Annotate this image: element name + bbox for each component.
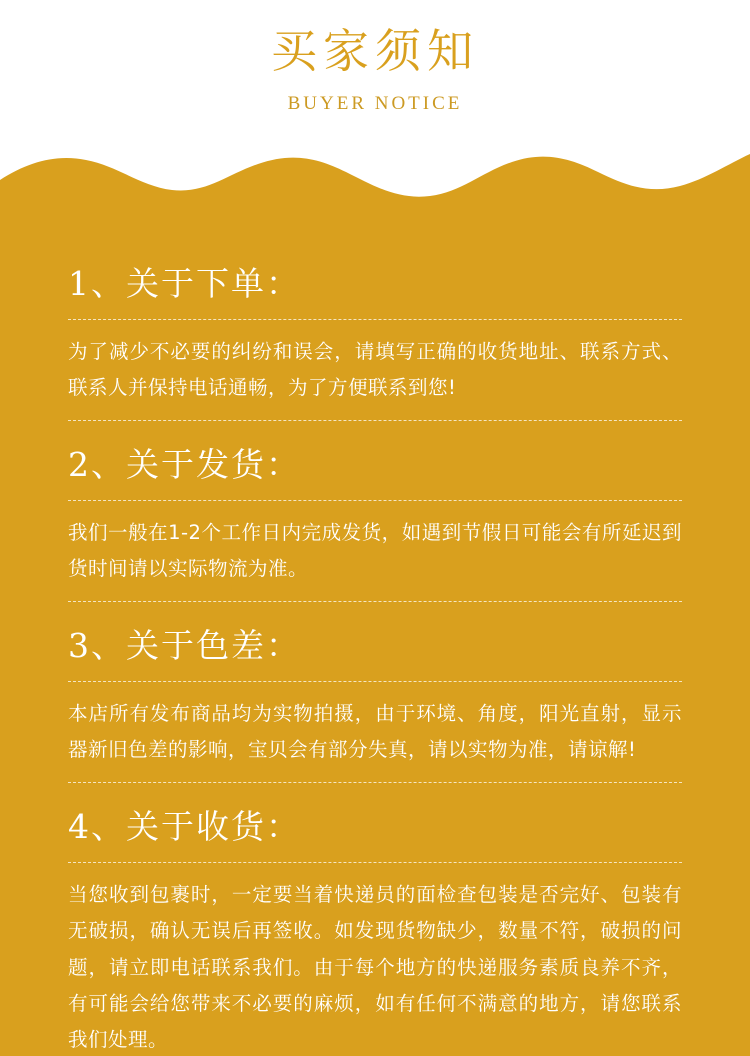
section-divider-top	[68, 500, 682, 501]
notice-section-color-difference	[68, 620, 682, 783]
section-body: 当您收到包裹时，一定要当着快递员的面检查包装是否完好、包装有无破损，确认无误后再签收。如发现货物缺少，数量不符，破损的问题，请立即电话联系我们。由于每个地方的快递服务素质良养不齐，有可能会给您带来不必要的麻烦，如有任何不满意的地方，请您联系我们处理。	[68, 883, 682, 1051]
section-divider-bottom	[68, 420, 682, 421]
section-divider-top	[68, 681, 682, 682]
notice-content-panel	[0, 200, 750, 1056]
section-title: 3、关于色差：	[68, 626, 301, 666]
page-subtitle: BUYER NOTICE	[287, 93, 463, 115]
page-title: 买家须知	[271, 24, 479, 78]
section-divider-top	[68, 319, 682, 320]
section-body: 我们一般在1-2个工作日内完成发货，如遇到节假日可能会有所延迟到货时间请以实际物流为准。	[68, 521, 682, 581]
section-divider-bottom	[68, 601, 682, 602]
notice-section-shipping	[68, 439, 682, 602]
section-divider-bottom	[68, 782, 682, 783]
section-divider-top	[68, 862, 682, 863]
section-title: 1、关于下单：	[68, 264, 301, 303]
notice-section-receiving	[68, 801, 682, 1056]
section-body: 本店所有发布商品均为实物拍摄，由于环境、角度，阳光直射，显示器新旧色差的影响，宝贝会有部分失真，请以实物为准，请谅解!	[68, 702, 682, 762]
notice-section-ordering	[68, 258, 682, 421]
section-title: 2、关于发货：	[68, 445, 301, 485]
section-title: 4、关于收货：	[68, 807, 301, 847]
section-body: 为了减少不必要的纠纷和误会，请填写正确的收货地址、联系方式、联系人并保持电话通畅，为了方便联系到您!	[68, 340, 682, 400]
